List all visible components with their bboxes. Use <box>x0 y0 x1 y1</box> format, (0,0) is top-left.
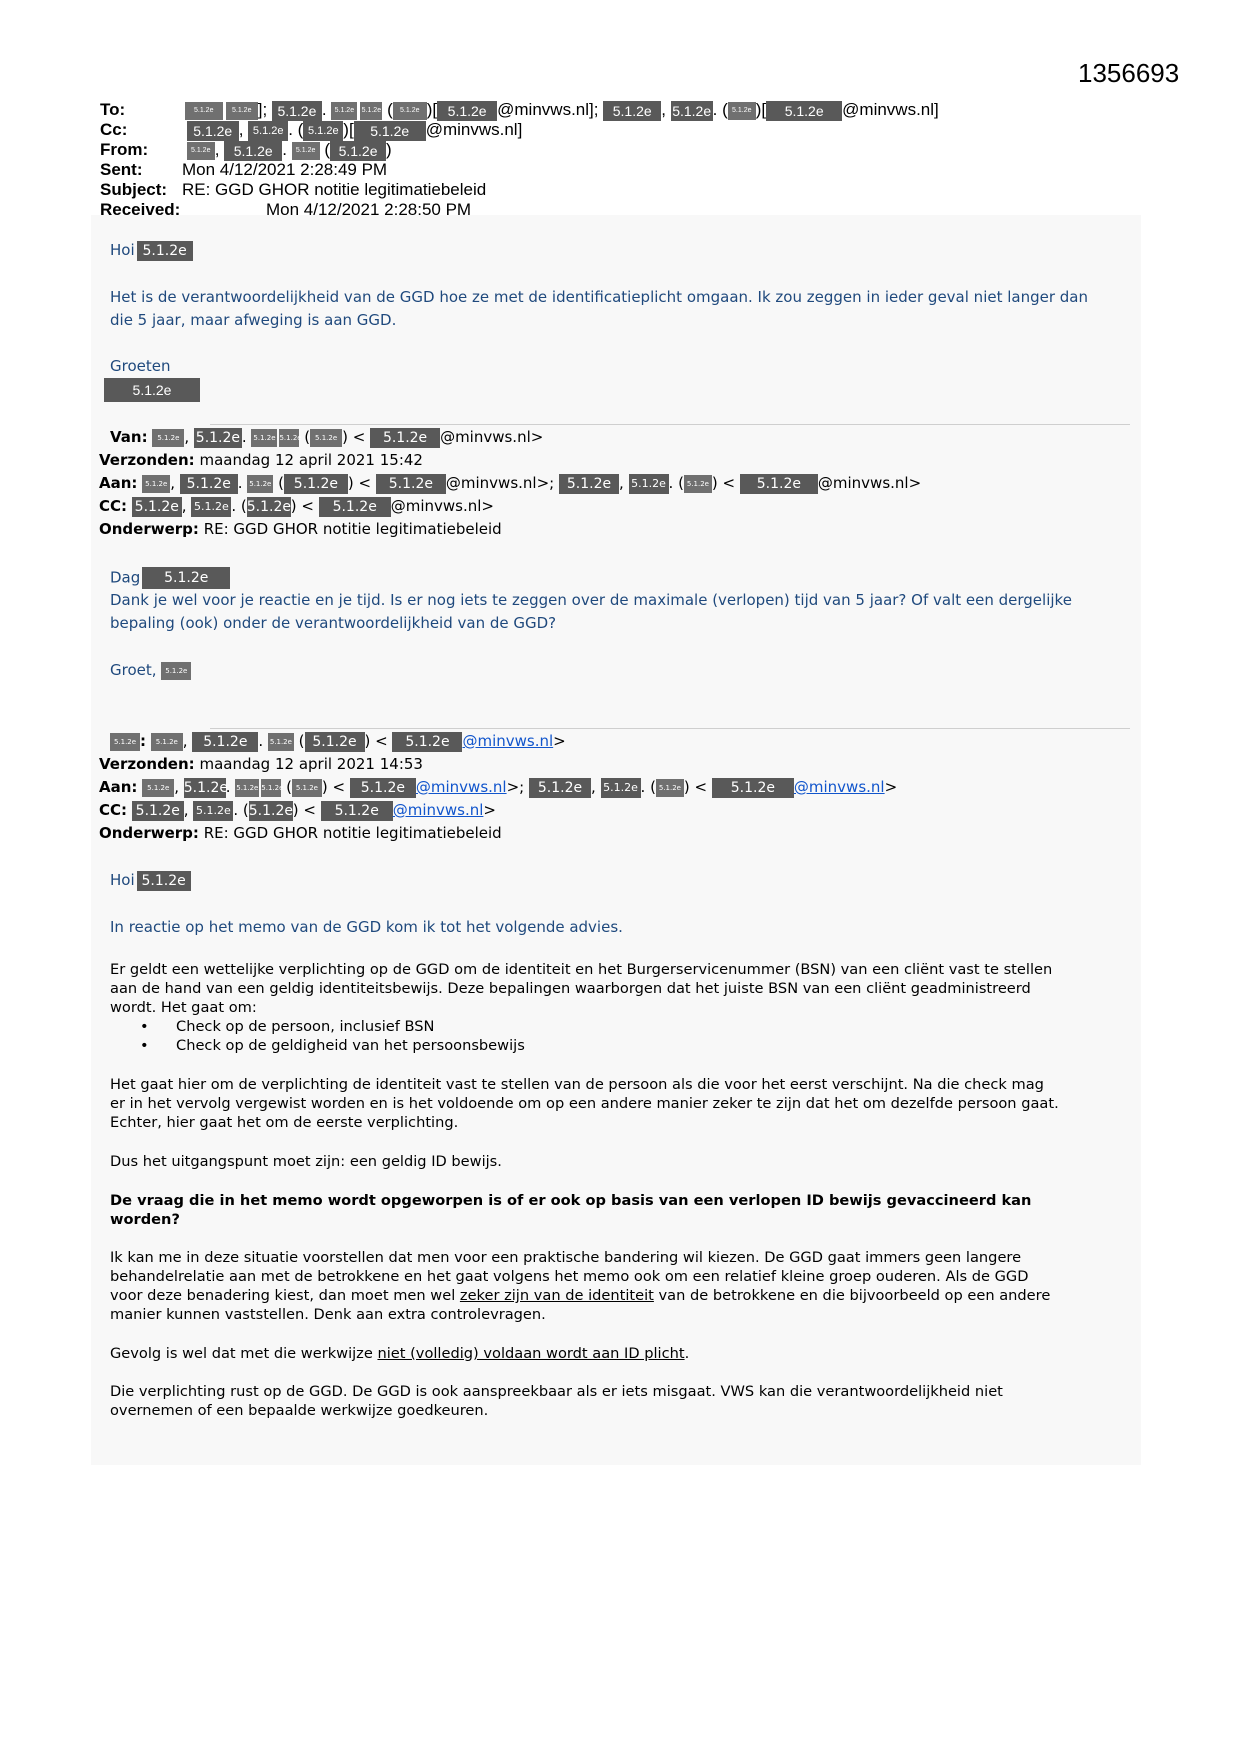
received-label: Received: <box>100 200 181 219</box>
redaction: 5.1.2e <box>226 102 258 120</box>
email-link[interactable]: @minvws.nl <box>392 801 484 819</box>
msg3-sent-row: Verzonden: maandag 12 april 2021 14:53 <box>99 755 423 773</box>
question-line: worden? <box>110 1211 180 1228</box>
document-number: 1356693 <box>1078 58 1180 88</box>
redaction: 5.1.2e <box>261 779 281 797</box>
redaction: 5.1.2e <box>370 428 440 448</box>
redaction: 5.1.2e <box>247 475 273 493</box>
sent-label: Sent: <box>100 160 143 179</box>
reply1-closing: Groeten <box>110 357 171 375</box>
received-value: Mon 4/12/2021 2:28:50 PM <box>266 200 472 219</box>
redaction: 5.1.2e <box>180 474 238 494</box>
redaction: 5.1.2e <box>437 101 497 121</box>
redaction: 5.1.2e <box>248 121 288 141</box>
para1-line: Er geldt een wettelijke verplichting op de GGD om de identiteit en het Burgerservicenummer (BSN) van een cliënt vast te stellen <box>110 961 1053 978</box>
redaction: 5.1.2e <box>284 474 348 494</box>
msg3-subject-row: Onderwerp: RE: GGD GHOR notitie legitimatiebeleid <box>99 824 502 842</box>
to-label: To: <box>100 100 126 119</box>
msg2-cc-row: CC: 5.1.2e , 5.1.2e . (5.1.2e) < 5.1.2e @minvws.nl> <box>99 497 494 515</box>
email-link[interactable]: @minvws.nl <box>462 732 554 750</box>
redaction: 5.1.2e <box>360 102 382 120</box>
subject-label: Subject: <box>100 180 168 199</box>
msg3-to-row: Aan: 5.1.2e , 5.1.2e. 5.1.2e 5.1.2e ( 5.1.2e ) < 5.1.2e @minvws.nl>; 5.1.2e , 5.1.2e . ( 5.1.2e ) < 5.1.2e @minvws.nl> <box>99 778 898 796</box>
separator <box>210 424 1130 425</box>
redaction: 5.1.2e <box>529 778 591 798</box>
sent-value: Mon 4/12/2021 2:28:49 PM <box>182 160 388 179</box>
msg2-sent-row: Verzonden: maandag 12 april 2021 15:42 <box>99 451 423 469</box>
underlined-phrase: zeker zijn van de identiteit <box>459 1287 654 1304</box>
bullet-dot: • <box>140 1018 149 1035</box>
para6-line: Die verplichting rust op de GGD. De GGD is ook aanspreekbaar als er iets misgaat. VWS kan die verantwoordelijkheid niet <box>110 1383 1003 1400</box>
subject-value: RE: GGD GHOR notitie legitimatiebeleid <box>182 180 487 199</box>
redaction: 5.1.2e <box>161 662 191 680</box>
redaction: 5.1.2e <box>712 778 794 798</box>
redaction: 5.1.2e <box>246 498 291 515</box>
redaction: 5.1.2e <box>142 475 170 493</box>
para5: Gevolg is wel dat met die werkwijze niet (volledig) voldaan wordt aan ID plicht. <box>110 1345 690 1362</box>
redaction: 5.1.2e <box>248 802 293 819</box>
redaction: 5.1.2e <box>310 429 342 447</box>
redaction: 5.1.2e <box>183 779 228 796</box>
para4-line: behandelrelatie aan met de betrokkene en het gaat volgens het memo ook om een relatief kleine groep ouderen. Als de GGD <box>110 1268 1029 1285</box>
redaction: 5.1.2e <box>104 378 200 402</box>
email-domain: @minvws.nl] <box>425 120 523 139</box>
header-sent-row <box>100 160 387 180</box>
bullet-dot: • <box>140 1037 149 1054</box>
header-received-row <box>100 200 471 220</box>
redaction: 5.1.2e <box>224 141 282 161</box>
redaction: 5.1.2e <box>740 474 818 494</box>
msg3-intro: In reactie op het memo van de GGD kom ik tot het volgende advies. <box>110 918 623 936</box>
bullet-item: Check op de geldigheid van het persoonsbewijs <box>176 1037 525 1054</box>
msg2-body-line: bepaling (ook) onder de verantwoordelijkheid van de GGD? <box>110 614 557 632</box>
redaction: 5.1.2e <box>268 733 294 751</box>
redaction: 5.1.2e <box>292 142 320 160</box>
msg2-from-row: Van: 5.1.2e , 5.1.2e . 5.1.2e 5.1.2e ( 5.1.2e ) < 5.1.2e @minvws.nl> <box>110 428 544 446</box>
redaction: 5.1.2e <box>185 102 223 120</box>
header-from-row: From: 5.1.2e , 5.1.2e . 5.1.2e ( 5.1.2e ) <box>100 140 392 159</box>
msg3-cc-row: CC: 5.1.2e , 5.1.2e . (5.1.2e) < 5.1.2e @minvws.nl> <box>99 801 496 819</box>
redaction: 5.1.2e <box>305 732 365 752</box>
para2-line: Het gaat hier om de verplichting de identiteit vast te stellen van de persoon als die voor het eerst verschijnt. Na die check mag <box>110 1076 1044 1093</box>
reply1-body-line: Het is de verantwoordelijkheid van de GGD hoe ze met de identificatieplicht omgaan. Ik zou zeggen in ieder geval niet langer dan <box>110 288 1089 306</box>
bullet-item: Check op de persoon, inclusief BSN <box>176 1018 435 1035</box>
redaction: 5.1.2e <box>319 497 391 517</box>
header-subject-row <box>100 180 486 200</box>
underlined-phrase: niet (volledig) voldaan wordt aan ID plicht <box>377 1345 685 1362</box>
redaction: 5.1.2e <box>393 102 427 120</box>
redaction: 5.1.2e <box>376 474 446 494</box>
msg2-to-row: Aan: 5.1.2e , 5.1.2e . 5.1.2e ( 5.1.2e ) < 5.1.2e @minvws.nl>; 5.1.2e , 5.1.2e . ( 5.1.2e ) < 5.1.2e @minvws.nl> <box>99 474 922 492</box>
redaction: 5.1.2e <box>142 567 230 589</box>
redaction: 5.1.2e <box>110 733 140 751</box>
header-cc-row: Cc: 5.1.2e , 5.1.2e . ( 5.1.2e )[ 5.1.2e @minvws.nl] <box>100 120 523 139</box>
redaction: 5.1.2e <box>672 102 712 119</box>
redaction: 5.1.2e <box>601 778 641 798</box>
para4-line: Ik kan me in deze situatie voorstellen dat men voor een praktische bandering wil kiezen. De GGD gaat immers geen langere <box>110 1249 1022 1266</box>
reply1-greeting: Hoi 5.1.2e <box>110 240 193 261</box>
cc-label: Cc: <box>100 120 128 139</box>
header-to-row: To: 5.1.2e 5.1.2e ]; 5.1.2e . 5.1.2e 5.1.2e ( 5.1.2e )[ 5.1.2e @minvws.nl]; 5.1.2e , 5.1.2e. ( 5.1.2e )[ 5.1.2e @minvws.nl] <box>100 100 939 119</box>
redaction: 5.1.2e <box>152 429 184 447</box>
redaction: 5.1.2e <box>132 801 184 821</box>
separator <box>210 728 1130 729</box>
para4-line: manier kunnen vaststellen. Denk aan extra controlevragen. <box>110 1306 546 1323</box>
redaction: 5.1.2e <box>279 429 299 447</box>
para4-line: voor deze benadering kiest, dan moet men wel zeker zijn van de identiteit van de betrokkene en die bijvoorbeeld op een andere <box>110 1287 1051 1304</box>
redaction: 5.1.2e <box>350 778 416 798</box>
redaction: 5.1.2e <box>559 474 619 494</box>
redaction: 5.1.2e <box>251 429 277 447</box>
para1-line: wordt. Het gaat om: <box>110 999 257 1016</box>
para6-line: overnemen of een bepaalde werkwijze goedkeuren. <box>110 1402 489 1419</box>
redaction: 5.1.2e <box>137 871 191 891</box>
redaction: 5.1.2e <box>603 101 661 121</box>
question-line: De vraag die in het memo wordt opgeworpen is of er ook op basis van een verlopen ID bewijs gevaccineerd kan <box>110 1192 1032 1209</box>
redaction: 5.1.2e <box>684 475 712 493</box>
msg2-subject-row: Onderwerp: RE: GGD GHOR notitie legitimatiebeleid <box>99 520 502 538</box>
redaction: 5.1.2e <box>354 121 426 141</box>
para3: Dus het uitgangspunt moet zijn: een geldig ID bewijs. <box>110 1153 502 1170</box>
redaction: 5.1.2e <box>728 102 756 120</box>
redaction: 5.1.2e <box>191 497 231 517</box>
para2-line: Echter, hier gaat het om de eerste verplichting. <box>110 1114 459 1131</box>
redaction: 5.1.2e <box>766 101 842 121</box>
msg2-body-line: Dank je wel voor je reactie en je tijd. Is er nog iets te zeggen over de maximale (verlopen) tijd van 5 jaar? Of valt een dergelijke <box>110 591 1072 609</box>
redaction: 5.1.2e <box>330 141 386 161</box>
redaction: 5.1.2e <box>392 732 462 752</box>
redaction: 5.1.2e <box>132 497 182 517</box>
redaction: 5.1.2e <box>195 429 241 446</box>
para2-line: er in het vervolg vergewist worden en is het voldoende om op een andere manier zeker te zijn dat het om dezelfde persoon gaat. <box>110 1095 1059 1112</box>
redaction: 5.1.2e <box>193 801 233 821</box>
redaction: 5.1.2e <box>656 779 684 797</box>
redaction: 5.1.2e <box>192 732 258 752</box>
redaction: 5.1.2e <box>142 779 174 797</box>
email-link[interactable]: @minvws.nl <box>793 778 885 796</box>
redaction: 5.1.2e <box>321 801 393 821</box>
redaction: 5.1.2e <box>303 121 343 141</box>
redaction: 5.1.2e <box>235 779 259 797</box>
redaction: 5.1.2e <box>187 121 239 141</box>
email-link[interactable]: @minvws.nl <box>415 778 507 796</box>
email-domain: @minvws.nl] <box>842 100 939 119</box>
redaction: 5.1.2e <box>272 101 322 121</box>
redaction: 5.1.2e <box>292 779 322 797</box>
msg2-closing: Groet, 5.1.2e <box>110 660 191 680</box>
redaction: 5.1.2e <box>187 142 215 160</box>
reply1-signature <box>104 378 200 402</box>
from-label: From: <box>100 140 149 159</box>
redaction: 5.1.2e <box>151 733 183 751</box>
msg3-greeting: Hoi 5.1.2e <box>110 870 191 891</box>
redaction: 5.1.2e <box>331 102 357 120</box>
para1-line: aan de hand van een geldig identiteitsbewijs. Deze bepalingen waarborgen dat het juiste BSN van een cliënt geadministreerd <box>110 980 1031 997</box>
redaction: 5.1.2e <box>629 474 669 494</box>
msg3-from-row: 5.1.2e : 5.1.2e , 5.1.2e . 5.1.2e ( 5.1.2e ) < 5.1.2e @minvws.nl> <box>110 731 566 752</box>
msg2-greeting: Dag 5.1.2e <box>110 567 230 589</box>
redaction: 5.1.2e <box>137 241 193 261</box>
reply1-body-line: die 5 jaar, maar afweging is aan GGD. <box>110 311 397 329</box>
email-domain: @minvws.nl]; <box>497 100 599 119</box>
